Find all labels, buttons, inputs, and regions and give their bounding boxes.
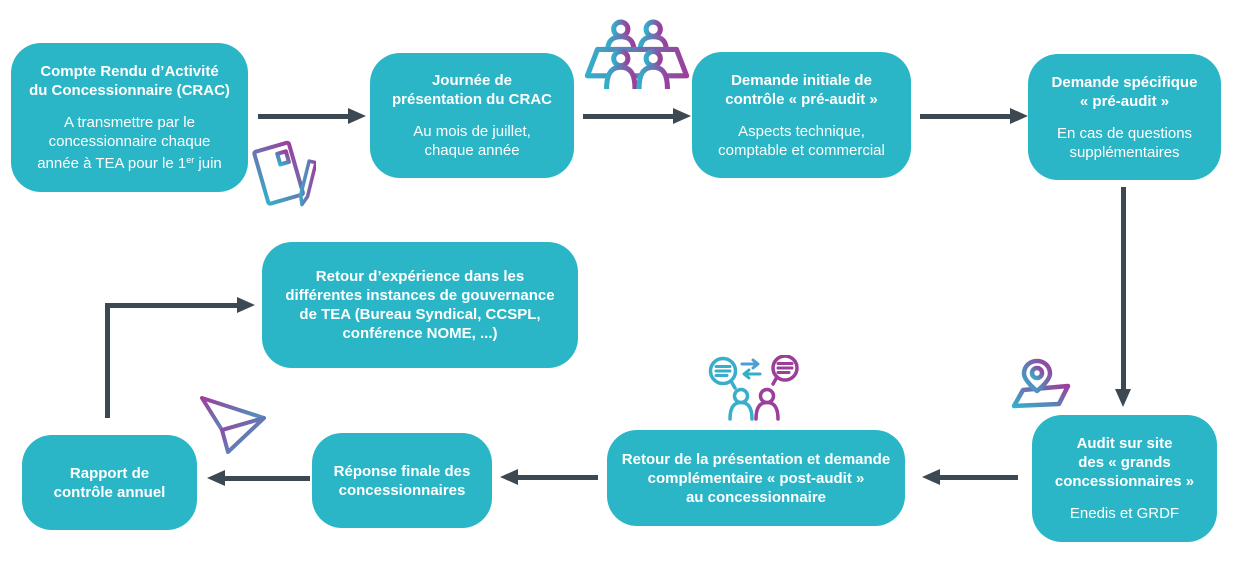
body-line: supplémentaires [1069, 143, 1180, 161]
title-line: des « grands [1078, 454, 1171, 471]
chat-exchange-icon [704, 355, 804, 423]
paper-plane-icon [196, 392, 270, 462]
arrow-retour-presentation-to-reponse [518, 475, 598, 480]
title-line: concessionnaires [338, 481, 466, 499]
meeting-table-icon [584, 18, 690, 91]
title-line: Rapport de [69, 464, 150, 482]
title-line: différentes instances de gouvernance [285, 287, 555, 304]
box-title [54, 464, 166, 502]
body-line: comptable et commercial [718, 141, 885, 159]
box-title [392, 71, 552, 109]
body-text: année à TEA pour le 1 [37, 155, 187, 172]
box-body [413, 122, 531, 160]
title-line: complémentaire « post-audit » [647, 469, 865, 487]
body-line: En cas de questions [1056, 124, 1193, 142]
arrow-initiale-to-specifique [920, 114, 1010, 119]
box-title [725, 71, 878, 109]
arrow-head-right [1010, 108, 1028, 124]
arrow-head-left [922, 469, 940, 485]
arrow-head-left [500, 469, 518, 485]
title-line: du Concessionnaire (CRAC) [29, 82, 230, 99]
box-title [1052, 73, 1198, 111]
arrow-head-down [1115, 389, 1131, 407]
arrow-head-left [207, 470, 225, 486]
title-line: conférence NOME, ...) [342, 325, 498, 342]
title-line: contrôle « pré-audit » [725, 90, 878, 108]
title-line: Compte Rendu d’Activité [40, 63, 219, 80]
arrow-head-right [348, 108, 366, 124]
title-line: concessionnaires » [1054, 473, 1195, 490]
title-line: présentation du CRAC [391, 91, 552, 108]
title-line: Retour d’expérience dans les [315, 268, 525, 285]
title-line: Audit sur site [1076, 435, 1173, 452]
title-line: Réponse finale des [333, 462, 471, 480]
arrow-specifique-to-audit [1121, 187, 1126, 389]
body-line: Enedis et GRDF [1069, 505, 1180, 522]
title-line: de TEA (Bureau Syndical, CCSPL, [299, 306, 541, 323]
body-line [37, 151, 222, 173]
flow-box-demande-specifique [1028, 54, 1221, 180]
arrow-audit-to-retour-presentation [940, 475, 1018, 480]
superscript-er: er [186, 155, 195, 165]
flow-box-retour-experience [262, 242, 578, 368]
box-title [29, 62, 230, 100]
arrow-crac-to-journee [258, 114, 348, 119]
flow-box-journee-presentation [370, 53, 574, 178]
arrow-head-right [237, 297, 255, 313]
document-pen-icon [250, 134, 316, 218]
box-body [718, 122, 885, 160]
body-line: Aspects technique, [738, 122, 865, 140]
flow-box-rapport-controle [22, 435, 197, 530]
flow-box-demande-initiale [692, 52, 911, 178]
arrow-head-right [673, 108, 691, 124]
title-line: Demande initiale de [731, 71, 872, 89]
box-body [37, 113, 222, 173]
title-line: « pré-audit » [1079, 92, 1170, 110]
flow-box-retour-presentation [607, 430, 905, 526]
title-line: Retour de la présentation et demande [621, 450, 891, 468]
arrow-journee-to-initiale [583, 114, 673, 119]
box-title [334, 462, 471, 500]
body-line: concessionnaire chaque [48, 133, 211, 150]
box-title [285, 267, 554, 343]
title-line: contrôle annuel [53, 483, 166, 501]
box-body [1070, 504, 1179, 523]
body-line: chaque année [424, 142, 520, 159]
flow-box-crac [11, 43, 248, 192]
body-text: juin [194, 155, 222, 172]
body-line: A transmettre par le [64, 114, 195, 131]
title-line: Demande spécifique [1051, 73, 1198, 91]
box-title [1055, 434, 1194, 491]
body-line: Au mois de juillet, [413, 123, 531, 140]
title-line: au concessionnaire [685, 488, 827, 506]
flow-box-reponse-finale [312, 433, 492, 528]
map-pin-icon [1010, 358, 1074, 416]
box-body [1057, 124, 1192, 162]
arrow-reponse-to-rapport [225, 476, 310, 481]
title-line: Journée de [431, 72, 512, 89]
box-title [622, 450, 890, 507]
flow-box-audit-sur-site [1032, 415, 1217, 542]
arrow-rapport-to-experience-horizontal [105, 303, 237, 308]
arrow-rapport-to-experience-vertical [105, 305, 110, 418]
